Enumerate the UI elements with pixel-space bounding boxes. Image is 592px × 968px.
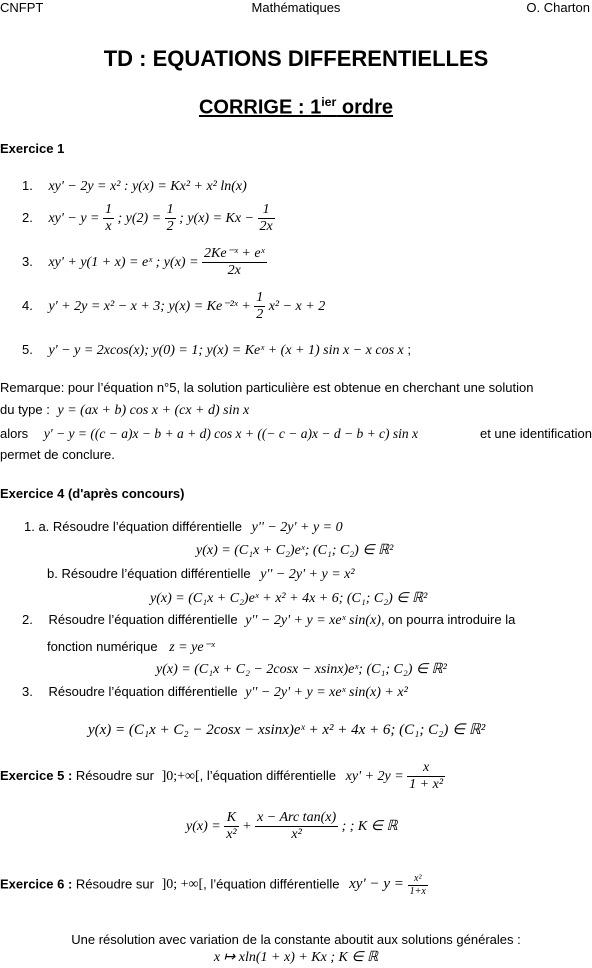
header-center: Mathématiques	[251, 0, 341, 15]
ex6-conclusion: Une résolution avec variation de la constante aboutit aux solutions générales :	[71, 932, 521, 947]
ex4-q1a: 1. a. Résoudre l’équation différentielle y'' − 2y' + y = 0	[24, 519, 343, 535]
ex4-heading: Exercice 4 (d'après concours)	[0, 486, 185, 501]
page-subtitle: CORRIGE : $1^{ier}$ ordre	[198, 95, 394, 119]
ex4-q2-line-2: fonction numérique z = ye⁻ˣ	[47, 639, 215, 655]
remark-line-2: du type : y = (ax + b) cos x + (cx + d) sin x	[0, 402, 250, 418]
ex1-item-4: 4. y' + 2y = x² − x + 3; y(x) = Ke⁻²ˣ + $\frac{1}{2}$ x² − x + 2	[22, 290, 326, 323]
ex5-solution: y(x) = $\frac{K}{\text{x²}}$ + $\frac{\text{x − Arc tan(x)}}{\text{x²}}$ ; ; K ∈ ℝ	[186, 810, 398, 843]
ex5-statement: Exercice 5 : Résoudre sur ]0;+∞[, l’équation différentielle xy' + 2y = $\frac{x}{\text{1 + x²}}$	[0, 760, 444, 793]
header-right: O. Charton	[526, 0, 590, 15]
remark-line-3: alors y' − y = ((c − a)x − b + a + d) cos x + ((− c − a)x − d − b + c) sin x et une identification	[0, 426, 592, 441]
ex4-q3-solution: y(x) = (C₁x + C₂ − 2cosx − xsinx)eˣ + x² + 4x + 6; (C₁; C₂) ∈ ℝ²	[88, 722, 486, 738]
remark-line-4: permet de conclure.	[0, 447, 115, 462]
ex6-final-solution: x ↦ xln(1 + x) + Kx ; K ∈ ℝ	[213, 950, 379, 965]
remark-line-1: Remarque: pour l’équation n°5, la solution particulière est obtenue en cherchant une solution	[0, 380, 534, 395]
page-title: TD : EQUATIONS DIFFERENTIELLES	[103, 46, 489, 71]
ex1-heading: Exercice 1	[0, 141, 65, 156]
ex4-q1b: b. Résoudre l’équation différentielle y'' − 2y' + y = x²	[47, 566, 355, 582]
ex6-statement: Exercice 6 : Résoudre sur ]0; +∞[, l’équation différentielle xy′ − y = $\frac{\text{x²}}{1+x}$	[0, 873, 426, 897]
ex1-item-5: 5. y' − y = 2xcos(x); y(0) = 1; y(x) = Keˣ + (x + 1) sin x − x cos x ;	[22, 342, 411, 358]
ex4-q1a-solution: y(x) = (C₁x + C₂)eˣ; (C₁; C₂) ∈ ℝ²	[196, 543, 394, 558]
ex4-q2-solution: y(x) = (C₁x + C₂ − 2cosx − xsinx)eˣ; (C₁; C₂) ∈ ℝ²	[156, 662, 447, 677]
ex4-q2: 2. Résoudre l’équation différentielle y'' − 2y' + y = xeˣ sin(x), on pourra introduire la	[22, 612, 516, 628]
ex4-q3: 3. Résoudre l’équation différentielle y'' − 2y' + y = xeˣ sin(x) + x²	[22, 684, 408, 700]
ex4-q1b-solution: y(x) = (C₁x + C₂)eˣ + x² + 4x + 6; (C₁; C₂) ∈ ℝ²	[150, 591, 428, 606]
ex1-item-2: 2. xy' − y = $\frac{1}{x}$ ; y(2) = $\frac{1}{2}$ ; y(x) = Kx − $\frac{1}{2x}$	[22, 202, 273, 235]
ex1-item-3: 3. xy' + y(1 + x) = eˣ ; y(x) = $\frac{\text{2Ke⁻ˣ + eˣ}}{2x}$	[22, 246, 265, 279]
header-left: CNFPT	[0, 0, 44, 15]
ex1-item-1: 1. xy' − 2y = x² : y(x) = Kx² + x² ln(x)	[22, 178, 247, 194]
